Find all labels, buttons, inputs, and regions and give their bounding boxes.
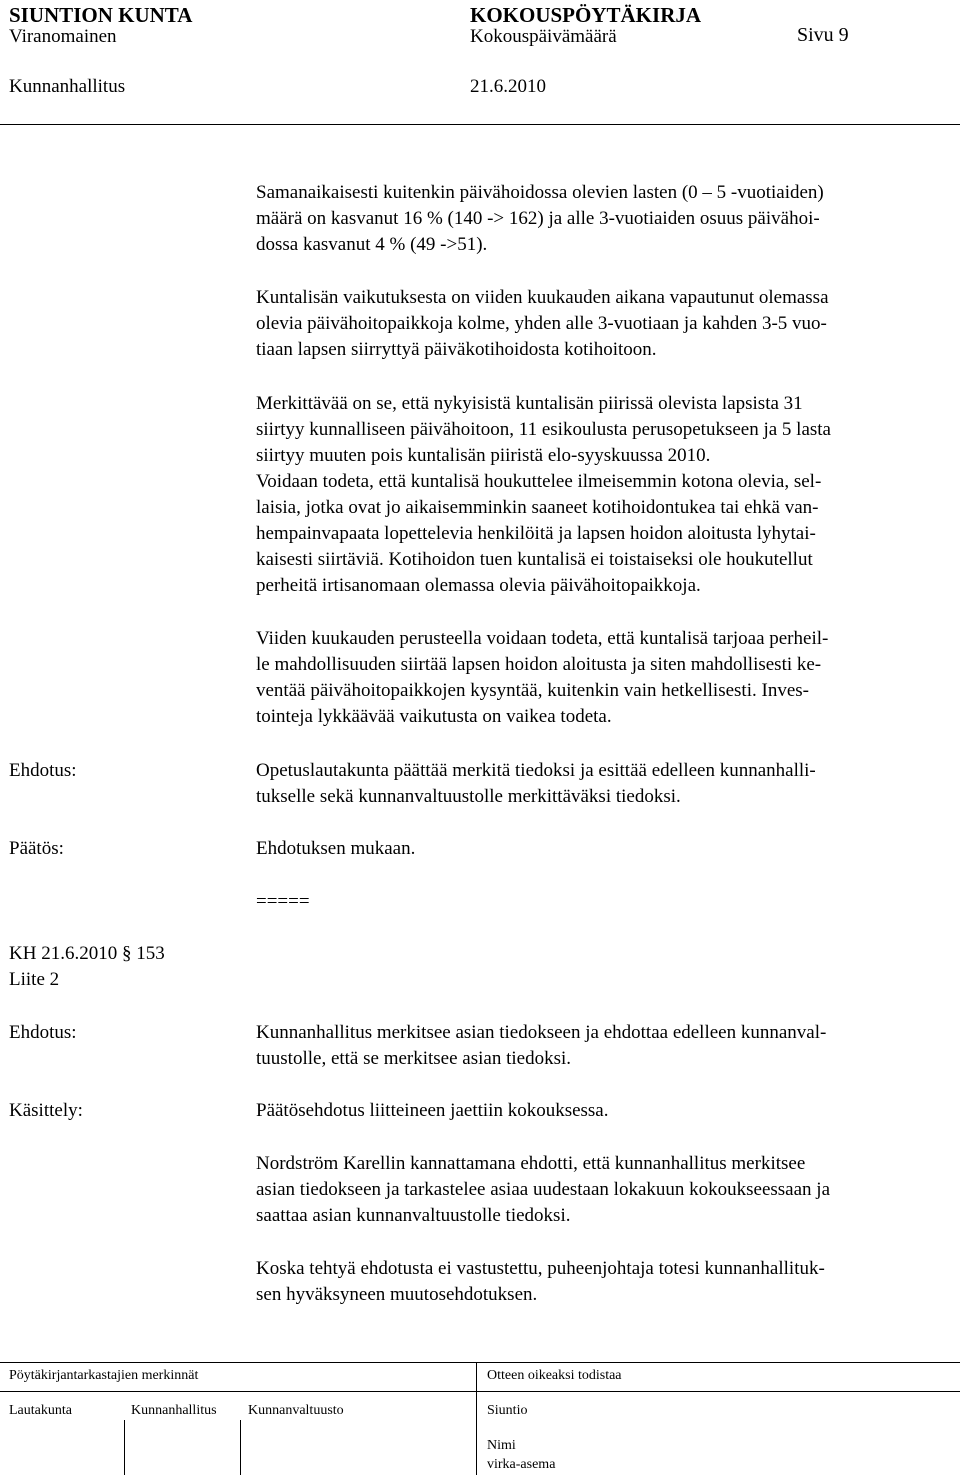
paatos-text: Ehdotuksen mukaan. <box>256 838 416 859</box>
paragraph-5: Nordström Karellin kannattamana ehdotti, että kunnanhallitus merkitsee asian tiedokseen ja tarkastelee asiaa uudestaan lokakuun kokoukseessaan ja saattaa asian kunnanvaltuustolle tiedoksi. <box>256 1153 831 1226</box>
footer-col-divider-1 <box>124 1420 125 1475</box>
ehdotus-label-2: Ehdotus: <box>9 1022 77 1043</box>
kh-reference: KH 21.6.2010 § 153 <box>9 943 165 964</box>
name-label: Nimi <box>487 1438 516 1453</box>
separator: ===== <box>256 891 310 912</box>
place-label: Siuntio <box>487 1403 528 1418</box>
paatos-label: Päätös: <box>9 838 64 859</box>
ehdotus-text-2: Kunnanhallitus merkitsee asian tiedokseen ja ehdottaa edelleen kunnanval- tuustolle, että se merkitsee asian tiedoksi. <box>256 1022 827 1069</box>
paragraph-3: Merkittävää on se, että nykyisistä kuntalisän piirissä olevista lapsista 31 siirtyy kunnalliseen päivähoitoon, 11 esikoulusta perusopetukseen ja 5 lasta siirtyy muuten pois kuntalisän piiristä elo-syyskuussa 2010. Voidaan todeta, että kuntalisä houkuttelee ilmeisemmin kotona olevia, sel- laisia, jotka ovat jo aikaisemminkin saaneet kotihoidontukea tai ehkä van- hempainvapaata lopettelevia henkilöitä ja lapsen hoidon aloitusta lyhytai- kaisesti siirtäviä. Kotihoidon tuen kuntalisä ei toistaiseksi ole houkutellut perheitä irtisanomaan olemassa olevia päivähoitopaikkoja. <box>256 393 831 596</box>
attachment-label: Liite 2 <box>9 969 60 990</box>
certified-heading: Otteen oikeaksi todistaa <box>487 1368 622 1383</box>
signers-heading: Pöytäkirjantarkastajien merkinnät <box>9 1368 199 1383</box>
ehdotus-text-1: Opetuslautakunta päättää merkitä tiedoksi ja esittää edelleen kunnanhalli- tukselle sekä kunnanvaltuustolle merkittäväksi tiedoksi. <box>256 760 816 807</box>
column-lautakunta: Lautakunta <box>9 1403 72 1418</box>
column-kunnanvaltuusto: Kunnanvaltuusto <box>248 1403 344 1418</box>
date-value: 21.6.2010 <box>470 76 546 97</box>
authority-label: Viranomainen <box>9 26 117 47</box>
authority-value: Kunnanhallitus <box>9 76 126 97</box>
paragraph-6: Koska tehtyä ehdotusta ei vastustettu, puheenjohtaja totesi kunnanhallituk- sen hyväksyneen muutosehdotuksen. <box>256 1258 825 1305</box>
kasittely-label: Käsittely: <box>9 1100 83 1121</box>
paragraph-2: Kuntalisän vaikutuksesta on viiden kuukauden aikana vapautunut olemassa olevia päivähoitopaikkoja kolme, yhden alle 3-vuotiaan ja kahden 3-5 vuo- tiaan lapsen siirryttyä päiväkotihoidosta kotihoitoon. <box>256 287 829 360</box>
page-number: Sivu 9 <box>797 24 849 46</box>
column-kunnanhallitus: Kunnanhallitus <box>131 1403 217 1418</box>
header-rule <box>0 124 960 125</box>
kasittely-text: Päätösehdotus liitteineen jaettiin kokouksessa. <box>256 1100 609 1121</box>
footer-mid-rule <box>0 1391 960 1392</box>
position-label: virka-asema <box>487 1457 556 1472</box>
ehdotus-label-1: Ehdotus: <box>9 760 77 781</box>
document-type: KOKOUSPÖYTÄKIRJA <box>470 3 702 27</box>
footer-col-divider-2 <box>240 1420 241 1475</box>
footer-divider <box>476 1362 477 1475</box>
date-label: Kokouspäivämäärä <box>470 26 617 47</box>
municipality-name: SIUNTION KUNTA <box>9 3 193 27</box>
paragraph-1: Samanaikaisesti kuitenkin päivähoidossa olevien lasten (0 – 5 -vuotiaiden) määrä on kasvanut 16 % (140 -> 162) ja alle 3-vuotiaiden osuus päivähoi- dossa kasvanut 4 % (49 ->51). <box>256 182 824 255</box>
footer-top-rule <box>0 1362 960 1363</box>
paragraph-4: Viiden kuukauden perusteella voidaan todeta, että kuntalisä tarjoaa perheil- le mahdollisuuden siirtää lapsen hoidon aloitusta ja siten mahdollisesti ke- ventää päivähoitopaikkojen kysyntää, kuitenkin vain hetkellisesti. Inves- tointeja lykkäävää vaikutusta on vaikea todeta. <box>256 628 829 727</box>
